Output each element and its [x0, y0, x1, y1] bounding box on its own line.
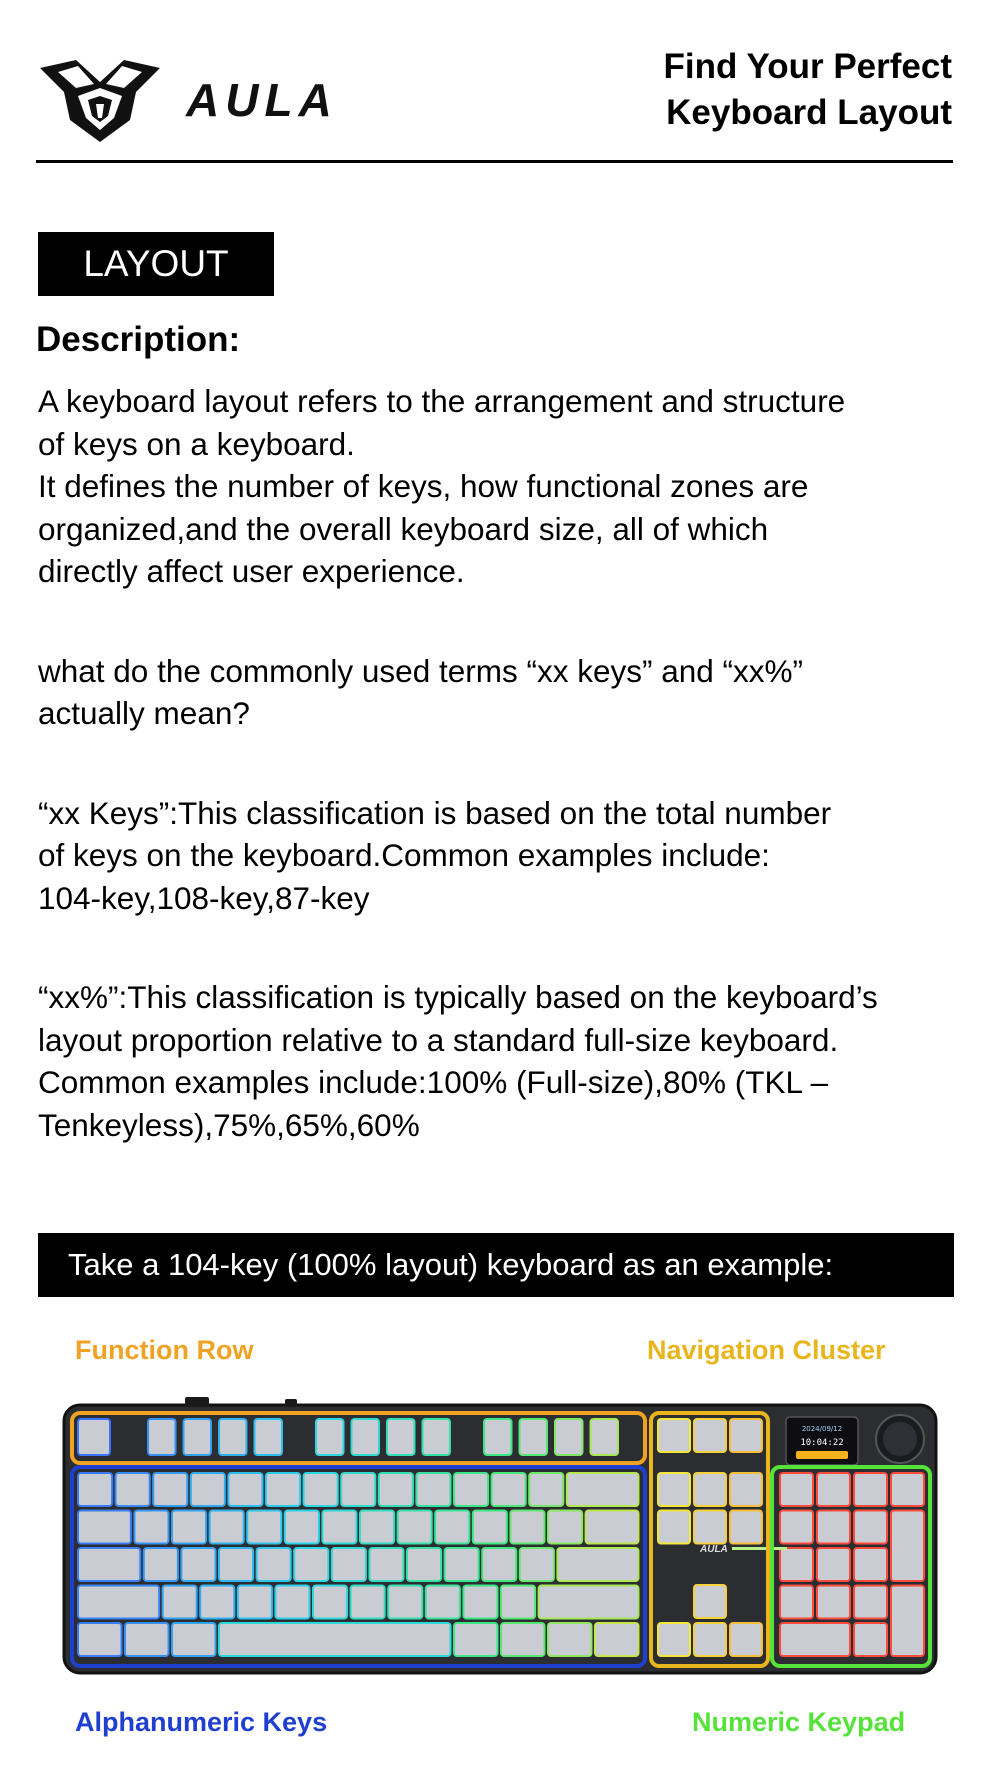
- keycap: [557, 1548, 638, 1581]
- keycap: [529, 1473, 563, 1506]
- keycap: [510, 1511, 544, 1544]
- keycap: [398, 1511, 432, 1544]
- keycap: [341, 1473, 375, 1506]
- keycap: [134, 1511, 168, 1544]
- paragraph-xx-percent: “xx%”:This classification is typically based on the keyboard’s layout proportion relative to a standard full-size keyboard. Common examples include:100% (Full-size),80% (TKL – Tenkeyless),75%,65%,60%: [38, 979, 878, 1143]
- keycap: [730, 1623, 762, 1656]
- keycap: [219, 1419, 247, 1455]
- keycap: [780, 1473, 813, 1506]
- keycap: [181, 1548, 215, 1581]
- keycap: [423, 1419, 451, 1455]
- page-tagline: [532, 44, 952, 136]
- keycap: [78, 1473, 112, 1506]
- aula-logo: [36, 58, 386, 142]
- keycap: [780, 1511, 813, 1544]
- keycap: [228, 1473, 262, 1506]
- keycap: [658, 1511, 690, 1544]
- keycap: [210, 1511, 244, 1544]
- keycap: [548, 1623, 592, 1656]
- keycap: [379, 1473, 413, 1506]
- paragraph-layout-definition: A keyboard layout refers to the arrangement and structure of keys on a keyboard. It defines the number of keys, how functional zones are organized,and the overall keyboard size, all of which directly affect user experience.: [38, 383, 846, 589]
- keycap: [388, 1586, 422, 1619]
- keyboard-illustration: [60, 1395, 940, 1677]
- keycap: [854, 1511, 887, 1544]
- keycap: [854, 1548, 887, 1581]
- keycap: [255, 1419, 283, 1455]
- keycap: [148, 1419, 176, 1455]
- keycap: [78, 1623, 122, 1656]
- keycap: [416, 1473, 450, 1506]
- keycap: [445, 1548, 479, 1581]
- keycap: [200, 1586, 234, 1619]
- keycap: [482, 1548, 516, 1581]
- keycap: [891, 1511, 924, 1582]
- keycap: [520, 1548, 554, 1581]
- navigation-cluster-label: Navigation Cluster: [647, 1335, 886, 1365]
- numeric-keypad-label: Numeric Keypad: [692, 1707, 906, 1737]
- keycap: [658, 1473, 690, 1506]
- keycap: [854, 1473, 887, 1506]
- keycap: [144, 1548, 178, 1581]
- keycap: [191, 1473, 225, 1506]
- keycap: [555, 1419, 583, 1455]
- keycap: [352, 1419, 380, 1455]
- keycap: [369, 1548, 403, 1581]
- keycap: [586, 1511, 639, 1544]
- keycap: [694, 1473, 726, 1506]
- keycap: [548, 1511, 582, 1544]
- keycap: [360, 1511, 394, 1544]
- keycap: [694, 1623, 726, 1656]
- keycap: [78, 1511, 131, 1544]
- keycap: [694, 1419, 726, 1452]
- keycap: [658, 1623, 690, 1656]
- keycap: [780, 1586, 813, 1619]
- keycap: [219, 1548, 253, 1581]
- keycap: [351, 1586, 385, 1619]
- keycap: [891, 1586, 924, 1657]
- keycap: [595, 1623, 639, 1656]
- keycap: [322, 1511, 356, 1544]
- keycap: [116, 1473, 150, 1506]
- function-row-label: Function Row: [75, 1335, 254, 1365]
- section-badge: LAYOUT: [38, 232, 274, 296]
- keyboard-brand-plate: AULA: [700, 1544, 728, 1555]
- keycap: [275, 1586, 309, 1619]
- keycap: [817, 1548, 850, 1581]
- keycap: [407, 1548, 441, 1581]
- keycap: [285, 1511, 319, 1544]
- keycap: [501, 1623, 545, 1656]
- keycap: [387, 1419, 415, 1455]
- keycap: [78, 1419, 110, 1455]
- keycap: [694, 1585, 726, 1618]
- keycap: [332, 1548, 366, 1581]
- keycap: [591, 1419, 619, 1455]
- keycap: [730, 1511, 762, 1544]
- keycap: [78, 1548, 140, 1581]
- description-body: [38, 380, 988, 1203]
- screen-date: 2024/09/12: [801, 1425, 843, 1433]
- header-divider: [36, 160, 953, 163]
- keycap: [238, 1586, 272, 1619]
- keycap: [854, 1623, 887, 1656]
- volume-knob-icon: [876, 1415, 924, 1463]
- alphanumeric-keys-label: Alphanumeric Keys: [75, 1707, 328, 1737]
- keycap: [426, 1586, 460, 1619]
- keyboard-switch: [285, 1399, 297, 1407]
- keycap: [125, 1623, 169, 1656]
- keycap: [501, 1586, 535, 1619]
- keycap: [854, 1586, 887, 1619]
- keycap: [492, 1473, 526, 1506]
- keycap: [294, 1548, 328, 1581]
- keycap: [454, 1473, 488, 1506]
- spider-emblem-icon: [40, 60, 160, 142]
- keycap: [484, 1419, 512, 1455]
- keycap: [780, 1548, 813, 1581]
- keycap: [316, 1419, 344, 1455]
- keyboard-top-knob: [185, 1397, 209, 1407]
- keycap: [219, 1623, 451, 1656]
- keycap: [463, 1586, 497, 1619]
- example-banner: Take a 104-key (100% layout) keyboard as an example:: [38, 1233, 954, 1297]
- keycap: [257, 1548, 291, 1581]
- description-heading: Description:: [36, 320, 241, 359]
- keycap: [539, 1586, 639, 1619]
- keycap: [184, 1419, 212, 1455]
- keycap: [658, 1419, 690, 1452]
- keycap: [172, 1511, 206, 1544]
- keycap: [163, 1586, 197, 1619]
- keycap: [817, 1511, 850, 1544]
- keycap: [304, 1473, 338, 1506]
- keycap: [520, 1419, 548, 1455]
- keycap: [153, 1473, 187, 1506]
- keycap: [247, 1511, 281, 1544]
- lcd-screen: [786, 1417, 858, 1465]
- tagline-line-1: Find Your Perfect: [663, 47, 952, 86]
- wordmark: AULA: [186, 74, 338, 126]
- keycap: [817, 1586, 850, 1619]
- tagline-line-2: Keyboard Layout: [666, 93, 952, 132]
- keycap: [730, 1473, 762, 1506]
- keycap: [567, 1473, 639, 1506]
- keycap: [780, 1623, 850, 1656]
- keycap: [78, 1586, 159, 1619]
- brand-plate-light-strip: [732, 1547, 787, 1550]
- keycap: [694, 1511, 726, 1544]
- keycap: [266, 1473, 300, 1506]
- paragraph-terms-question: what do the commonly used terms “xx keys” and “xx%” actually mean?: [38, 652, 804, 731]
- paragraph-xx-keys: “xx Keys”:This classification is based on the total number of keys on the keyboard.Common examples include: 104-key,108-key,87-key: [38, 794, 832, 916]
- keycap: [172, 1623, 216, 1656]
- keycap: [435, 1511, 469, 1544]
- screen-time: 10:04:22: [800, 1438, 844, 1448]
- keycap: [454, 1623, 498, 1656]
- keycap: [313, 1586, 347, 1619]
- keycap: [730, 1419, 762, 1452]
- keycap: [891, 1473, 924, 1506]
- keycap: [473, 1511, 507, 1544]
- keycap: [817, 1473, 850, 1506]
